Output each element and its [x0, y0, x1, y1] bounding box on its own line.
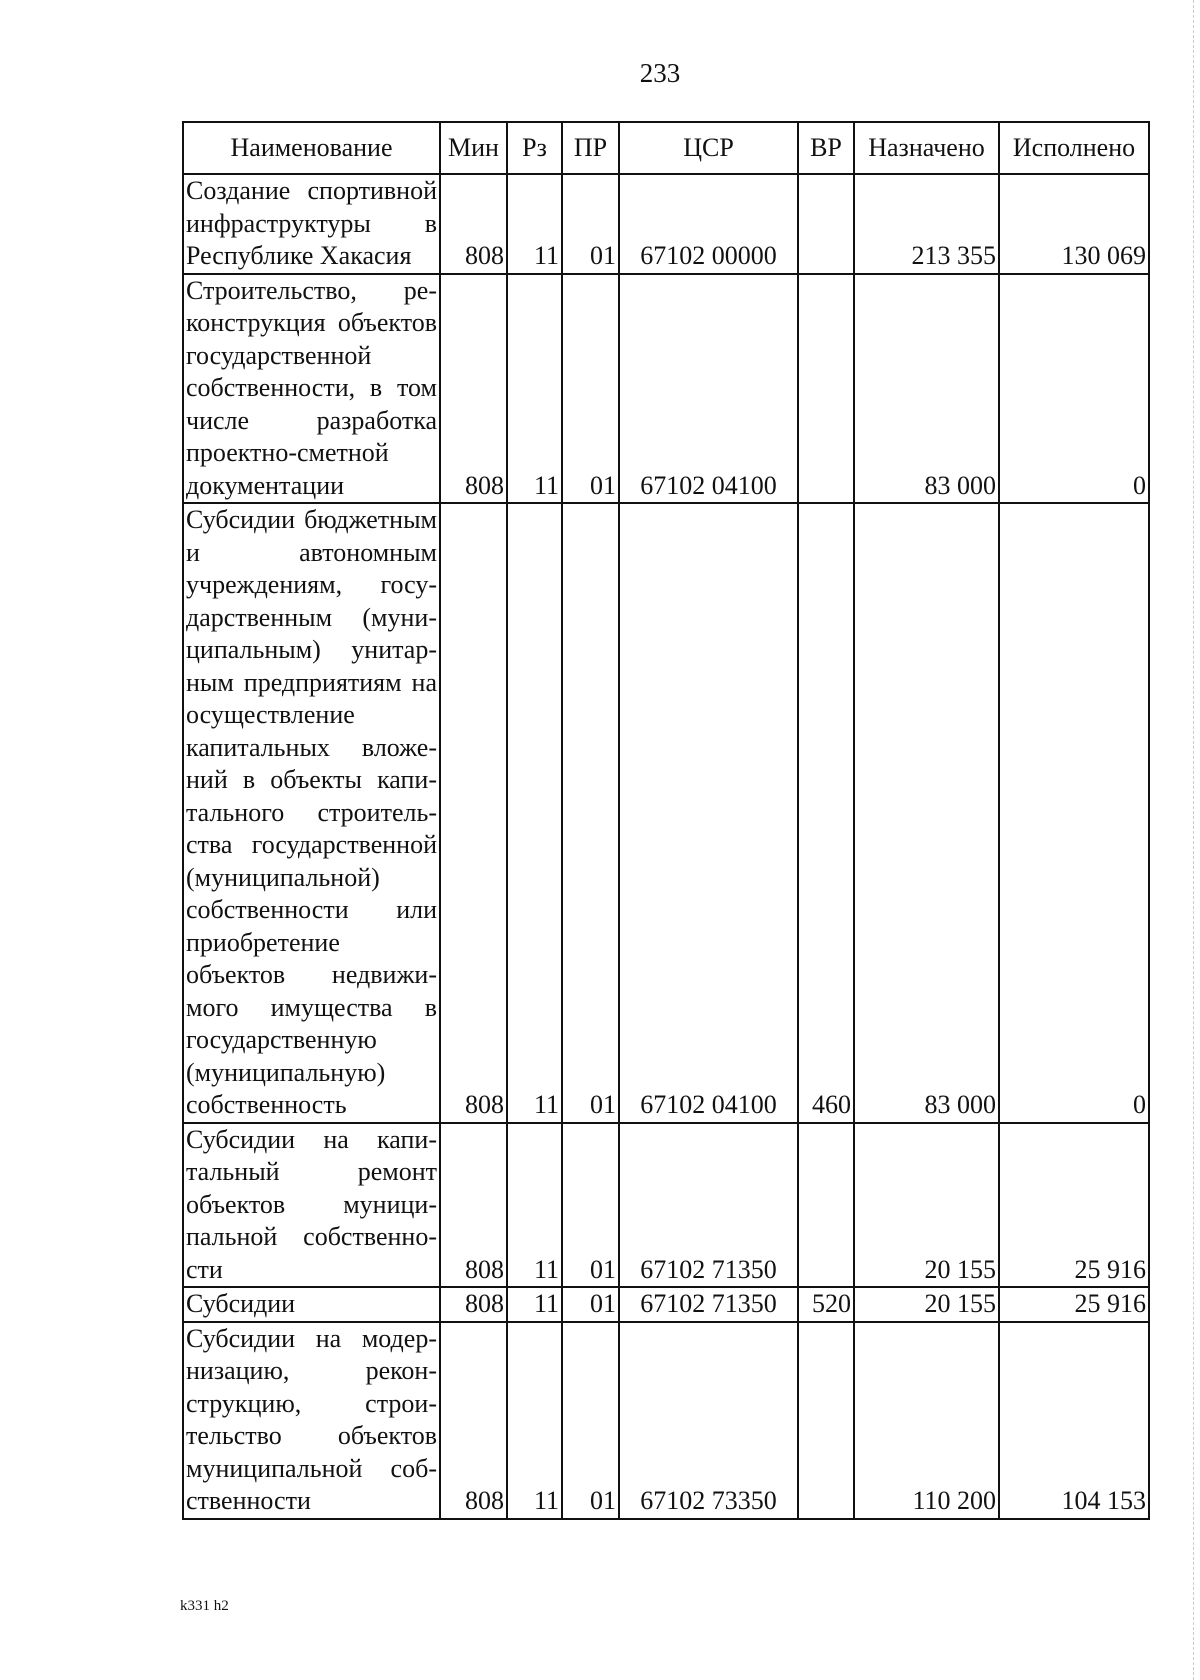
row-rz: 11 [507, 274, 562, 504]
row-pr: 01 [562, 1123, 619, 1288]
row-name: Субсидии [183, 1287, 440, 1322]
header-name: Наименование [183, 122, 440, 174]
row-assigned: 83 000 [854, 274, 999, 504]
row-assigned: 83 000 [854, 503, 999, 1123]
page-number: 233 [639, 58, 681, 88]
header-pr: ПР [562, 122, 619, 174]
row-min: 808 [440, 503, 507, 1123]
row-name: Субсидии на модернизацию, реконструкцию, строительство объектов муниципальной собственности [183, 1322, 440, 1519]
header-assigned: Назначено [854, 122, 999, 174]
row-csr: 67102 73350 [619, 1322, 798, 1519]
row-vr [798, 1123, 854, 1288]
row-pr: 01 [562, 174, 619, 274]
header-rz: Рз [507, 122, 562, 174]
table-row [183, 503, 1149, 1123]
row-name: Создание спортивной инфраструктуры в Республике Хакасия [183, 174, 440, 274]
scan-edge-divider [1192, 0, 1194, 1680]
row-name: Субсидии на капитальный ремонт объектов муниципальной собственности [183, 1123, 440, 1288]
row-executed: 25 916 [999, 1287, 1149, 1322]
row-executed: 25 916 [999, 1123, 1149, 1288]
row-executed: 104 153 [999, 1322, 1149, 1519]
row-name: Субсидии бюджетным и автономным учреждениям, государственным (муниципальным) унитарным предприятиям на осуществление капитальных вложений в объекты капитального строительства государственной (муниципальной) собственности или приобретение объектов недвижимого имущества в государственную (муниципальную) собственность [183, 503, 440, 1123]
row-min: 808 [440, 1287, 507, 1322]
row-csr: 67102 71350 [619, 1287, 798, 1322]
row-assigned: 110 200 [854, 1322, 999, 1519]
row-rz: 11 [507, 174, 562, 274]
row-vr: 460 [798, 503, 854, 1123]
row-vr [798, 174, 854, 274]
row-pr: 01 [562, 1322, 619, 1519]
row-vr [798, 274, 854, 504]
row-name: Строительство, реконструкция объектов государственной собственности, в том числе разработка проектно-сметной документации [183, 274, 440, 504]
row-rz: 11 [507, 503, 562, 1123]
header-min: Мин [440, 122, 507, 174]
row-vr: 520 [798, 1287, 854, 1322]
row-min: 808 [440, 1123, 507, 1288]
row-assigned: 213 355 [854, 174, 999, 274]
row-assigned: 20 155 [854, 1287, 999, 1322]
row-assigned: 20 155 [854, 1123, 999, 1288]
budget-table [182, 121, 1150, 1520]
row-executed: 0 [999, 503, 1149, 1123]
table-row [183, 1287, 1149, 1322]
row-min: 808 [440, 274, 507, 504]
table-header-row [183, 122, 1149, 174]
row-rz: 11 [507, 1287, 562, 1322]
row-rz: 11 [507, 1123, 562, 1288]
row-executed: 130 069 [999, 174, 1149, 274]
header-vr: ВР [798, 122, 854, 174]
row-min: 808 [440, 1322, 507, 1519]
row-csr: 67102 04100 [619, 503, 798, 1123]
row-vr [798, 1322, 854, 1519]
header-executed: Исполнено [999, 122, 1149, 174]
table-row [183, 274, 1149, 504]
table-row [183, 1123, 1149, 1288]
table-row [183, 174, 1149, 274]
row-rz: 11 [507, 1322, 562, 1519]
row-csr: 67102 04100 [619, 274, 798, 504]
row-pr: 01 [562, 1287, 619, 1322]
row-csr: 67102 71350 [619, 1123, 798, 1288]
table-row [183, 1322, 1149, 1519]
row-pr: 01 [562, 274, 619, 504]
row-min: 808 [440, 174, 507, 274]
row-csr: 67102 00000 [619, 174, 798, 274]
row-pr: 01 [562, 503, 619, 1123]
header-csr: ЦСР [619, 122, 798, 174]
row-executed: 0 [999, 274, 1149, 504]
footer-code: k331 h2 [180, 1598, 229, 1614]
